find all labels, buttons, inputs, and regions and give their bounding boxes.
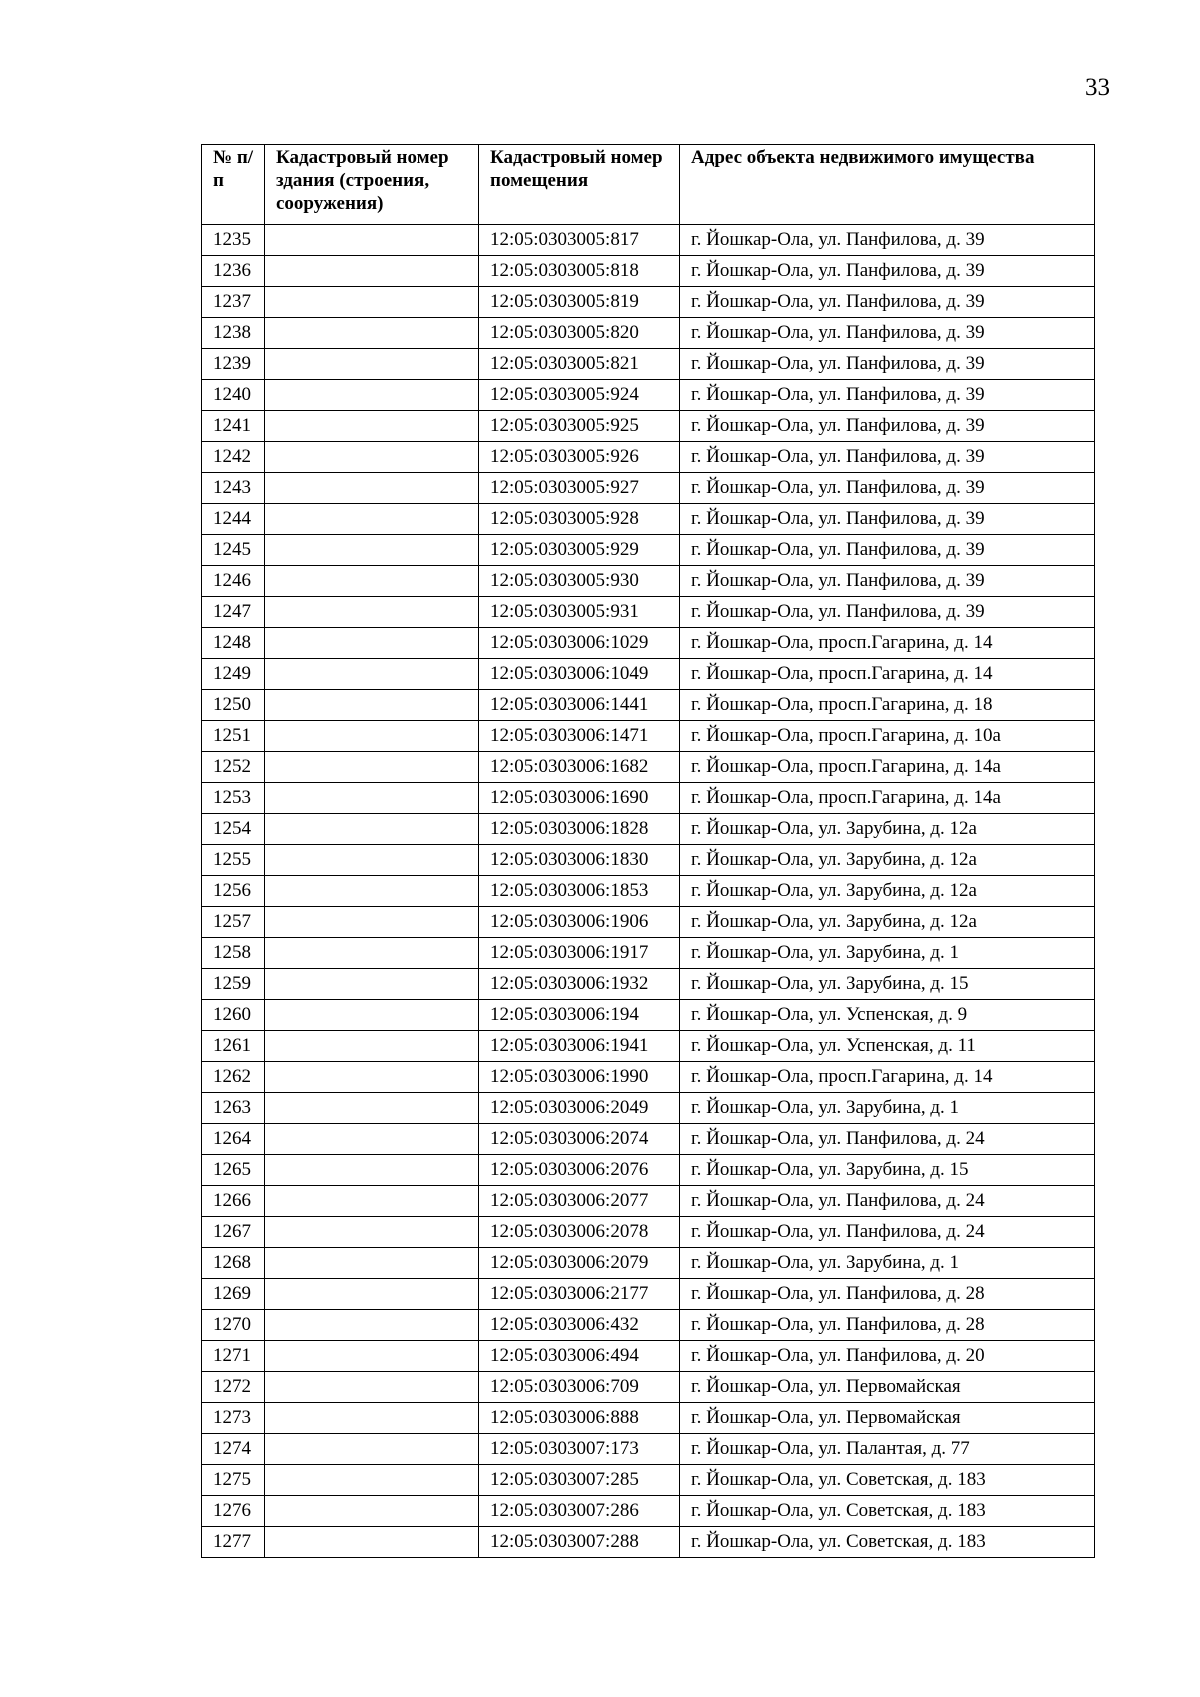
- cell-room-cadastral: 12:05:0303006:2076: [479, 1155, 680, 1186]
- cell-room-cadastral: 12:05:0303006:1990: [479, 1062, 680, 1093]
- header-room-cadastral: Кадастровый номер помещения: [479, 145, 680, 225]
- cell-building-cadastral: [265, 845, 479, 876]
- cell-number: 1256: [202, 876, 265, 907]
- table-row: [202, 349, 1095, 380]
- cell-address: г. Йошкар-Ола, ул. Панфилова, д. 39: [680, 256, 1095, 287]
- cell-number: 1248: [202, 628, 265, 659]
- cell-number: 1275: [202, 1465, 265, 1496]
- cell-room-cadastral: 12:05:0303007:173: [479, 1434, 680, 1465]
- cell-room-cadastral: 12:05:0303006:1941: [479, 1031, 680, 1062]
- cell-number: 1254: [202, 814, 265, 845]
- table-row: [202, 752, 1095, 783]
- cell-address: г. Йошкар-Ола, просп.Гагарина, д. 10а: [680, 721, 1095, 752]
- cell-room-cadastral: 12:05:0303006:1682: [479, 752, 680, 783]
- cell-number: 1242: [202, 442, 265, 473]
- cell-room-cadastral: 12:05:0303005:821: [479, 349, 680, 380]
- table-row: [202, 845, 1095, 876]
- cell-address: г. Йошкар-Ола, ул. Панфилова, д. 39: [680, 566, 1095, 597]
- cell-address: г. Йошкар-Ола, ул. Панфилова, д. 39: [680, 442, 1095, 473]
- cell-building-cadastral: [265, 597, 479, 628]
- cell-address: г. Йошкар-Ола, ул. Успенская, д. 9: [680, 1000, 1095, 1031]
- cell-building-cadastral: [265, 1093, 479, 1124]
- cell-building-cadastral: [265, 1279, 479, 1310]
- cell-address: г. Йошкар-Ола, ул. Успенская, д. 11: [680, 1031, 1095, 1062]
- cell-building-cadastral: [265, 721, 479, 752]
- cell-address: г. Йошкар-Ола, ул. Панфилова, д. 28: [680, 1310, 1095, 1341]
- cell-building-cadastral: [265, 814, 479, 845]
- cell-building-cadastral: [265, 535, 479, 566]
- cell-building-cadastral: [265, 1186, 479, 1217]
- cell-address: г. Йошкар-Ола, ул. Зарубина, д. 12а: [680, 845, 1095, 876]
- table-row: [202, 535, 1095, 566]
- table-row: [202, 783, 1095, 814]
- cell-room-cadastral: 12:05:0303005:818: [479, 256, 680, 287]
- cell-room-cadastral: 12:05:0303005:928: [479, 504, 680, 535]
- cell-building-cadastral: [265, 628, 479, 659]
- table-row: [202, 597, 1095, 628]
- cell-room-cadastral: 12:05:0303005:817: [479, 225, 680, 256]
- table-row: [202, 1527, 1095, 1558]
- cell-room-cadastral: 12:05:0303006:1690: [479, 783, 680, 814]
- cell-building-cadastral: [265, 938, 479, 969]
- property-registry-table: [201, 144, 1095, 1558]
- cell-number: 1250: [202, 690, 265, 721]
- cell-address: г. Йошкар-Ола, ул. Панфилова, д. 39: [680, 349, 1095, 380]
- cell-number: 1243: [202, 473, 265, 504]
- table-row: [202, 1062, 1095, 1093]
- cell-room-cadastral: 12:05:0303005:929: [479, 535, 680, 566]
- cell-number: 1235: [202, 225, 265, 256]
- cell-room-cadastral: 12:05:0303006:1049: [479, 659, 680, 690]
- cell-building-cadastral: [265, 1155, 479, 1186]
- cell-number: 1236: [202, 256, 265, 287]
- cell-room-cadastral: 12:05:0303005:924: [479, 380, 680, 411]
- table-row: [202, 1310, 1095, 1341]
- table-row: [202, 1031, 1095, 1062]
- cell-building-cadastral: [265, 1341, 479, 1372]
- cell-building-cadastral: [265, 969, 479, 1000]
- table-row: [202, 721, 1095, 752]
- cell-building-cadastral: [265, 504, 479, 535]
- cell-address: г. Йошкар-Ола, ул. Зарубина, д. 1: [680, 1248, 1095, 1279]
- table-row: [202, 473, 1095, 504]
- cell-number: 1238: [202, 318, 265, 349]
- cell-building-cadastral: [265, 473, 479, 504]
- cell-building-cadastral: [265, 907, 479, 938]
- cell-room-cadastral: 12:05:0303006:709: [479, 1372, 680, 1403]
- header-building-cadastral: Кадастровый номер здания (строения, сооружения): [265, 145, 479, 225]
- cell-number: 1268: [202, 1248, 265, 1279]
- cell-room-cadastral: 12:05:0303005:926: [479, 442, 680, 473]
- cell-address: г. Йошкар-Ола, ул. Зарубина, д. 1: [680, 938, 1095, 969]
- cell-address: г. Йошкар-Ола, ул. Советская, д. 183: [680, 1496, 1095, 1527]
- table-row: [202, 287, 1095, 318]
- cell-number: 1271: [202, 1341, 265, 1372]
- cell-room-cadastral: 12:05:0303006:1029: [479, 628, 680, 659]
- table-row: [202, 1124, 1095, 1155]
- cell-building-cadastral: [265, 256, 479, 287]
- header-number: № п/п: [202, 145, 265, 225]
- cell-building-cadastral: [265, 1527, 479, 1558]
- cell-number: 1270: [202, 1310, 265, 1341]
- table-row: [202, 1279, 1095, 1310]
- cell-address: г. Йошкар-Ола, ул. Советская, д. 183: [680, 1527, 1095, 1558]
- cell-number: 1257: [202, 907, 265, 938]
- cell-address: г. Йошкар-Ола, ул. Палантая, д. 77: [680, 1434, 1095, 1465]
- cell-address: г. Йошкар-Ола, ул. Панфилова, д. 39: [680, 380, 1095, 411]
- cell-building-cadastral: [265, 287, 479, 318]
- cell-number: 1247: [202, 597, 265, 628]
- cell-address: г. Йошкар-Ола, ул. Зарубина, д. 12а: [680, 814, 1095, 845]
- cell-number: 1266: [202, 1186, 265, 1217]
- cell-address: г. Йошкар-Ола, ул. Советская, д. 183: [680, 1465, 1095, 1496]
- cell-number: 1249: [202, 659, 265, 690]
- cell-number: 1273: [202, 1403, 265, 1434]
- table-row: [202, 1341, 1095, 1372]
- table-row: [202, 225, 1095, 256]
- cell-building-cadastral: [265, 225, 479, 256]
- cell-building-cadastral: [265, 876, 479, 907]
- cell-room-cadastral: 12:05:0303006:888: [479, 1403, 680, 1434]
- cell-building-cadastral: [265, 1372, 479, 1403]
- table-body: [202, 225, 1095, 1558]
- cell-address: г. Йошкар-Ола, ул. Первомайская: [680, 1372, 1095, 1403]
- cell-room-cadastral: 12:05:0303006:1917: [479, 938, 680, 969]
- cell-address: г. Йошкар-Ола, ул. Панфилова, д. 39: [680, 411, 1095, 442]
- cell-building-cadastral: [265, 1465, 479, 1496]
- table-row: [202, 411, 1095, 442]
- cell-building-cadastral: [265, 1496, 479, 1527]
- cell-building-cadastral: [265, 752, 479, 783]
- cell-building-cadastral: [265, 690, 479, 721]
- cell-building-cadastral: [265, 1000, 479, 1031]
- table-row: [202, 628, 1095, 659]
- table-row: [202, 380, 1095, 411]
- table-row: [202, 1372, 1095, 1403]
- cell-number: 1255: [202, 845, 265, 876]
- cell-address: г. Йошкар-Ола, ул. Панфилова, д. 39: [680, 473, 1095, 504]
- cell-room-cadastral: 12:05:0303005:819: [479, 287, 680, 318]
- cell-number: 1261: [202, 1031, 265, 1062]
- table-row: [202, 1000, 1095, 1031]
- cell-address: г. Йошкар-Ола, ул. Панфилова, д. 39: [680, 535, 1095, 566]
- cell-room-cadastral: 12:05:0303006:2078: [479, 1217, 680, 1248]
- cell-building-cadastral: [265, 1062, 479, 1093]
- table-row: [202, 690, 1095, 721]
- cell-room-cadastral: 12:05:0303006:2049: [479, 1093, 680, 1124]
- cell-room-cadastral: 12:05:0303006:2074: [479, 1124, 680, 1155]
- cell-building-cadastral: [265, 1434, 479, 1465]
- cell-address: г. Йошкар-Ола, просп.Гагарина, д. 14: [680, 1062, 1095, 1093]
- table-row: [202, 1434, 1095, 1465]
- table-row: [202, 1093, 1095, 1124]
- table-row: [202, 566, 1095, 597]
- cell-number: 1251: [202, 721, 265, 752]
- cell-address: г. Йошкар-Ола, просп.Гагарина, д. 14: [680, 659, 1095, 690]
- cell-room-cadastral: 12:05:0303007:285: [479, 1465, 680, 1496]
- cell-number: 1274: [202, 1434, 265, 1465]
- cell-building-cadastral: [265, 566, 479, 597]
- cell-address: г. Йошкар-Ола, просп.Гагарина, д. 14: [680, 628, 1095, 659]
- table-row: [202, 442, 1095, 473]
- cell-building-cadastral: [265, 411, 479, 442]
- table-row: [202, 1186, 1095, 1217]
- cell-number: 1277: [202, 1527, 265, 1558]
- cell-number: 1272: [202, 1372, 265, 1403]
- cell-address: г. Йошкар-Ола, ул. Панфилова, д. 39: [680, 225, 1095, 256]
- cell-address: г. Йошкар-Ола, ул. Панфилова, д. 39: [680, 504, 1095, 535]
- cell-number: 1241: [202, 411, 265, 442]
- cell-building-cadastral: [265, 1310, 479, 1341]
- cell-number: 1237: [202, 287, 265, 318]
- cell-building-cadastral: [265, 349, 479, 380]
- page-number: 33: [1085, 74, 1110, 101]
- header-address: Адрес объекта недвижимого имущества: [680, 145, 1095, 225]
- cell-number: 1253: [202, 783, 265, 814]
- table-row: [202, 504, 1095, 535]
- cell-room-cadastral: 12:05:0303006:1828: [479, 814, 680, 845]
- cell-room-cadastral: 12:05:0303005:927: [479, 473, 680, 504]
- table-row: [202, 1403, 1095, 1434]
- cell-number: 1259: [202, 969, 265, 1000]
- cell-building-cadastral: [265, 1403, 479, 1434]
- cell-building-cadastral: [265, 318, 479, 349]
- cell-number: 1252: [202, 752, 265, 783]
- cell-room-cadastral: 12:05:0303006:2077: [479, 1186, 680, 1217]
- table-row: [202, 814, 1095, 845]
- table-row: [202, 1217, 1095, 1248]
- cell-number: 1265: [202, 1155, 265, 1186]
- cell-address: г. Йошкар-Ола, ул. Панфилова, д. 24: [680, 1124, 1095, 1155]
- cell-room-cadastral: 12:05:0303007:288: [479, 1527, 680, 1558]
- cell-address: г. Йошкар-Ола, просп.Гагарина, д. 14а: [680, 752, 1095, 783]
- table-row: [202, 1496, 1095, 1527]
- cell-room-cadastral: 12:05:0303006:194: [479, 1000, 680, 1031]
- cell-address: г. Йошкар-Ола, ул. Зарубина, д. 1: [680, 1093, 1095, 1124]
- cell-building-cadastral: [265, 1124, 479, 1155]
- cell-number: 1260: [202, 1000, 265, 1031]
- cell-room-cadastral: 12:05:0303006:1932: [479, 969, 680, 1000]
- cell-address: г. Йошкар-Ола, ул. Панфилова, д. 39: [680, 287, 1095, 318]
- table-row: [202, 256, 1095, 287]
- cell-number: 1244: [202, 504, 265, 535]
- cell-room-cadastral: 12:05:0303006:2079: [479, 1248, 680, 1279]
- cell-room-cadastral: 12:05:0303005:931: [479, 597, 680, 628]
- cell-room-cadastral: 12:05:0303006:1906: [479, 907, 680, 938]
- cell-address: г. Йошкар-Ола, просп.Гагарина, д. 14а: [680, 783, 1095, 814]
- cell-building-cadastral: [265, 659, 479, 690]
- cell-address: г. Йошкар-Ола, просп.Гагарина, д. 18: [680, 690, 1095, 721]
- table-row: [202, 969, 1095, 1000]
- table-row: [202, 907, 1095, 938]
- cell-address: г. Йошкар-Ола, ул. Первомайская: [680, 1403, 1095, 1434]
- cell-number: 1245: [202, 535, 265, 566]
- cell-number: 1264: [202, 1124, 265, 1155]
- cell-room-cadastral: 12:05:0303005:820: [479, 318, 680, 349]
- cell-number: 1246: [202, 566, 265, 597]
- cell-room-cadastral: 12:05:0303006:1471: [479, 721, 680, 752]
- cell-address: г. Йошкар-Ола, ул. Зарубина, д. 15: [680, 1155, 1095, 1186]
- cell-address: г. Йошкар-Ола, ул. Зарубина, д. 12а: [680, 876, 1095, 907]
- cell-address: г. Йошкар-Ола, ул. Панфилова, д. 39: [680, 597, 1095, 628]
- cell-number: 1263: [202, 1093, 265, 1124]
- cell-room-cadastral: 12:05:0303006:1830: [479, 845, 680, 876]
- cell-number: 1239: [202, 349, 265, 380]
- cell-number: 1258: [202, 938, 265, 969]
- cell-address: г. Йошкар-Ола, ул. Зарубина, д. 12а: [680, 907, 1095, 938]
- cell-building-cadastral: [265, 783, 479, 814]
- table-row: [202, 318, 1095, 349]
- cell-address: г. Йошкар-Ола, ул. Зарубина, д. 15: [680, 969, 1095, 1000]
- table-row: [202, 876, 1095, 907]
- cell-building-cadastral: [265, 1031, 479, 1062]
- cell-address: г. Йошкар-Ола, ул. Панфилова, д. 24: [680, 1186, 1095, 1217]
- table-row: [202, 1248, 1095, 1279]
- cell-address: г. Йошкар-Ола, ул. Панфилова, д. 24: [680, 1217, 1095, 1248]
- cell-room-cadastral: 12:05:0303006:2177: [479, 1279, 680, 1310]
- cell-room-cadastral: 12:05:0303005:925: [479, 411, 680, 442]
- cell-address: г. Йошкар-Ола, ул. Панфилова, д. 20: [680, 1341, 1095, 1372]
- cell-number: 1240: [202, 380, 265, 411]
- cell-room-cadastral: 12:05:0303006:432: [479, 1310, 680, 1341]
- cell-room-cadastral: 12:05:0303006:1853: [479, 876, 680, 907]
- cell-building-cadastral: [265, 442, 479, 473]
- cell-building-cadastral: [265, 1217, 479, 1248]
- cell-room-cadastral: 12:05:0303007:286: [479, 1496, 680, 1527]
- table-row: [202, 1465, 1095, 1496]
- cell-address: г. Йошкар-Ола, ул. Панфилова, д. 28: [680, 1279, 1095, 1310]
- cell-room-cadastral: 12:05:0303005:930: [479, 566, 680, 597]
- table-row: [202, 938, 1095, 969]
- table-header-row: [202, 145, 1095, 225]
- table-row: [202, 659, 1095, 690]
- cell-address: г. Йошкар-Ола, ул. Панфилова, д. 39: [680, 318, 1095, 349]
- cell-room-cadastral: 12:05:0303006:494: [479, 1341, 680, 1372]
- cell-number: 1269: [202, 1279, 265, 1310]
- cell-number: 1262: [202, 1062, 265, 1093]
- cell-room-cadastral: 12:05:0303006:1441: [479, 690, 680, 721]
- cell-number: 1276: [202, 1496, 265, 1527]
- cell-building-cadastral: [265, 1248, 479, 1279]
- table-row: [202, 1155, 1095, 1186]
- cell-building-cadastral: [265, 380, 479, 411]
- cell-number: 1267: [202, 1217, 265, 1248]
